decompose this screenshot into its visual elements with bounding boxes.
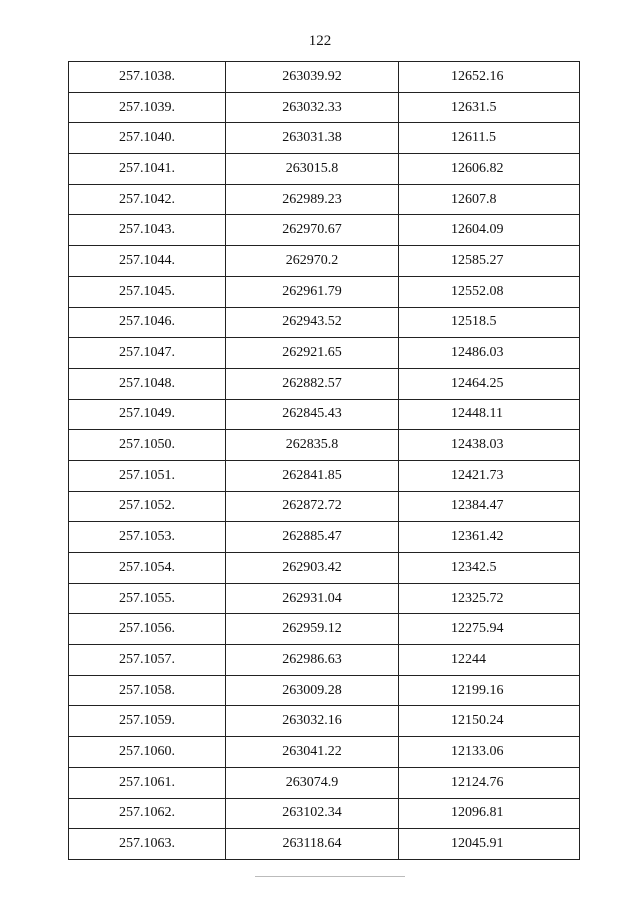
table-row [69, 399, 580, 430]
y-coordinate-cell: 12652.16 [399, 62, 580, 93]
table-row [69, 491, 580, 522]
x-coordinate-cell: 263031.38 [226, 123, 399, 154]
x-coordinate-cell: 263102.34 [226, 798, 399, 829]
y-coordinate-cell: 12518.5 [399, 307, 580, 338]
table-row [69, 737, 580, 768]
coordinates-table-body [69, 62, 580, 860]
point-number-cell: 257.1039. [69, 92, 226, 123]
table-row [69, 460, 580, 491]
table-row [69, 338, 580, 369]
x-coordinate-cell: 263015.8 [226, 154, 399, 185]
table-row [69, 767, 580, 798]
x-coordinate-cell: 262872.72 [226, 491, 399, 522]
point-number-cell: 257.1050. [69, 430, 226, 461]
x-coordinate-cell: 262931.04 [226, 583, 399, 614]
point-number-cell: 257.1045. [69, 276, 226, 307]
point-number-cell: 257.1055. [69, 583, 226, 614]
x-coordinate-cell: 262970.67 [226, 215, 399, 246]
y-coordinate-cell: 12275.94 [399, 614, 580, 645]
table-row [69, 123, 580, 154]
point-number-cell: 257.1063. [69, 829, 226, 860]
table-row [69, 246, 580, 277]
x-coordinate-cell: 262989.23 [226, 184, 399, 215]
point-number-cell: 257.1053. [69, 522, 226, 553]
x-coordinate-cell: 263032.16 [226, 706, 399, 737]
point-number-cell: 257.1051. [69, 460, 226, 491]
table-row [69, 675, 580, 706]
x-coordinate-cell: 263009.28 [226, 675, 399, 706]
x-coordinate-cell: 263032.33 [226, 92, 399, 123]
table-row [69, 706, 580, 737]
point-number-cell: 257.1049. [69, 399, 226, 430]
footer-divider [255, 876, 405, 877]
point-number-cell: 257.1057. [69, 645, 226, 676]
table-row [69, 522, 580, 553]
point-number-cell: 257.1054. [69, 553, 226, 584]
x-coordinate-cell: 262882.57 [226, 368, 399, 399]
y-coordinate-cell: 12604.09 [399, 215, 580, 246]
x-coordinate-cell: 262970.2 [226, 246, 399, 277]
y-coordinate-cell: 12199.16 [399, 675, 580, 706]
point-number-cell: 257.1056. [69, 614, 226, 645]
table-row [69, 553, 580, 584]
point-number-cell: 257.1046. [69, 307, 226, 338]
point-number-cell: 257.1044. [69, 246, 226, 277]
table-row [69, 583, 580, 614]
table-row [69, 154, 580, 185]
y-coordinate-cell: 12421.73 [399, 460, 580, 491]
point-number-cell: 257.1043. [69, 215, 226, 246]
y-coordinate-cell: 12384.47 [399, 491, 580, 522]
table-row [69, 614, 580, 645]
y-coordinate-cell: 12096.81 [399, 798, 580, 829]
point-number-cell: 257.1052. [69, 491, 226, 522]
point-number-cell: 257.1041. [69, 154, 226, 185]
x-coordinate-cell: 262943.52 [226, 307, 399, 338]
y-coordinate-cell: 12611.5 [399, 123, 580, 154]
x-coordinate-cell: 262986.63 [226, 645, 399, 676]
y-coordinate-cell: 12325.72 [399, 583, 580, 614]
y-coordinate-cell: 12045.91 [399, 829, 580, 860]
x-coordinate-cell: 262921.65 [226, 338, 399, 369]
y-coordinate-cell: 12448.11 [399, 399, 580, 430]
point-number-cell: 257.1058. [69, 675, 226, 706]
x-coordinate-cell: 262959.12 [226, 614, 399, 645]
y-coordinate-cell: 12124.76 [399, 767, 580, 798]
x-coordinate-cell: 263074.9 [226, 767, 399, 798]
y-coordinate-cell: 12150.24 [399, 706, 580, 737]
x-coordinate-cell: 263039.92 [226, 62, 399, 93]
y-coordinate-cell: 12585.27 [399, 246, 580, 277]
point-number-cell: 257.1040. [69, 123, 226, 154]
point-number-cell: 257.1060. [69, 737, 226, 768]
x-coordinate-cell: 263041.22 [226, 737, 399, 768]
table-row [69, 829, 580, 860]
x-coordinate-cell: 262845.43 [226, 399, 399, 430]
point-number-cell: 257.1042. [69, 184, 226, 215]
y-coordinate-cell: 12552.08 [399, 276, 580, 307]
table-row [69, 645, 580, 676]
y-coordinate-cell: 12133.06 [399, 737, 580, 768]
coordinates-table [68, 61, 580, 860]
point-number-cell: 257.1047. [69, 338, 226, 369]
x-coordinate-cell: 262885.47 [226, 522, 399, 553]
table-row [69, 307, 580, 338]
y-coordinate-cell: 12342.5 [399, 553, 580, 584]
x-coordinate-cell: 263118.64 [226, 829, 399, 860]
table-row [69, 798, 580, 829]
page-number: 122 [308, 33, 332, 49]
table-row [69, 62, 580, 93]
x-coordinate-cell: 262841.85 [226, 460, 399, 491]
x-coordinate-cell: 262835.8 [226, 430, 399, 461]
y-coordinate-cell: 12486.03 [399, 338, 580, 369]
table-row [69, 184, 580, 215]
table-row [69, 368, 580, 399]
x-coordinate-cell: 262903.42 [226, 553, 399, 584]
table-row [69, 215, 580, 246]
point-number-cell: 257.1038. [69, 62, 226, 93]
y-coordinate-cell: 12607.8 [399, 184, 580, 215]
y-coordinate-cell: 12606.82 [399, 154, 580, 185]
y-coordinate-cell: 12464.25 [399, 368, 580, 399]
point-number-cell: 257.1048. [69, 368, 226, 399]
table-row [69, 92, 580, 123]
y-coordinate-cell: 12244 [399, 645, 580, 676]
point-number-cell: 257.1062. [69, 798, 226, 829]
y-coordinate-cell: 12438.03 [399, 430, 580, 461]
point-number-cell: 257.1061. [69, 767, 226, 798]
table-row [69, 276, 580, 307]
point-number-cell: 257.1059. [69, 706, 226, 737]
x-coordinate-cell: 262961.79 [226, 276, 399, 307]
y-coordinate-cell: 12631.5 [399, 92, 580, 123]
table-row [69, 430, 580, 461]
y-coordinate-cell: 12361.42 [399, 522, 580, 553]
